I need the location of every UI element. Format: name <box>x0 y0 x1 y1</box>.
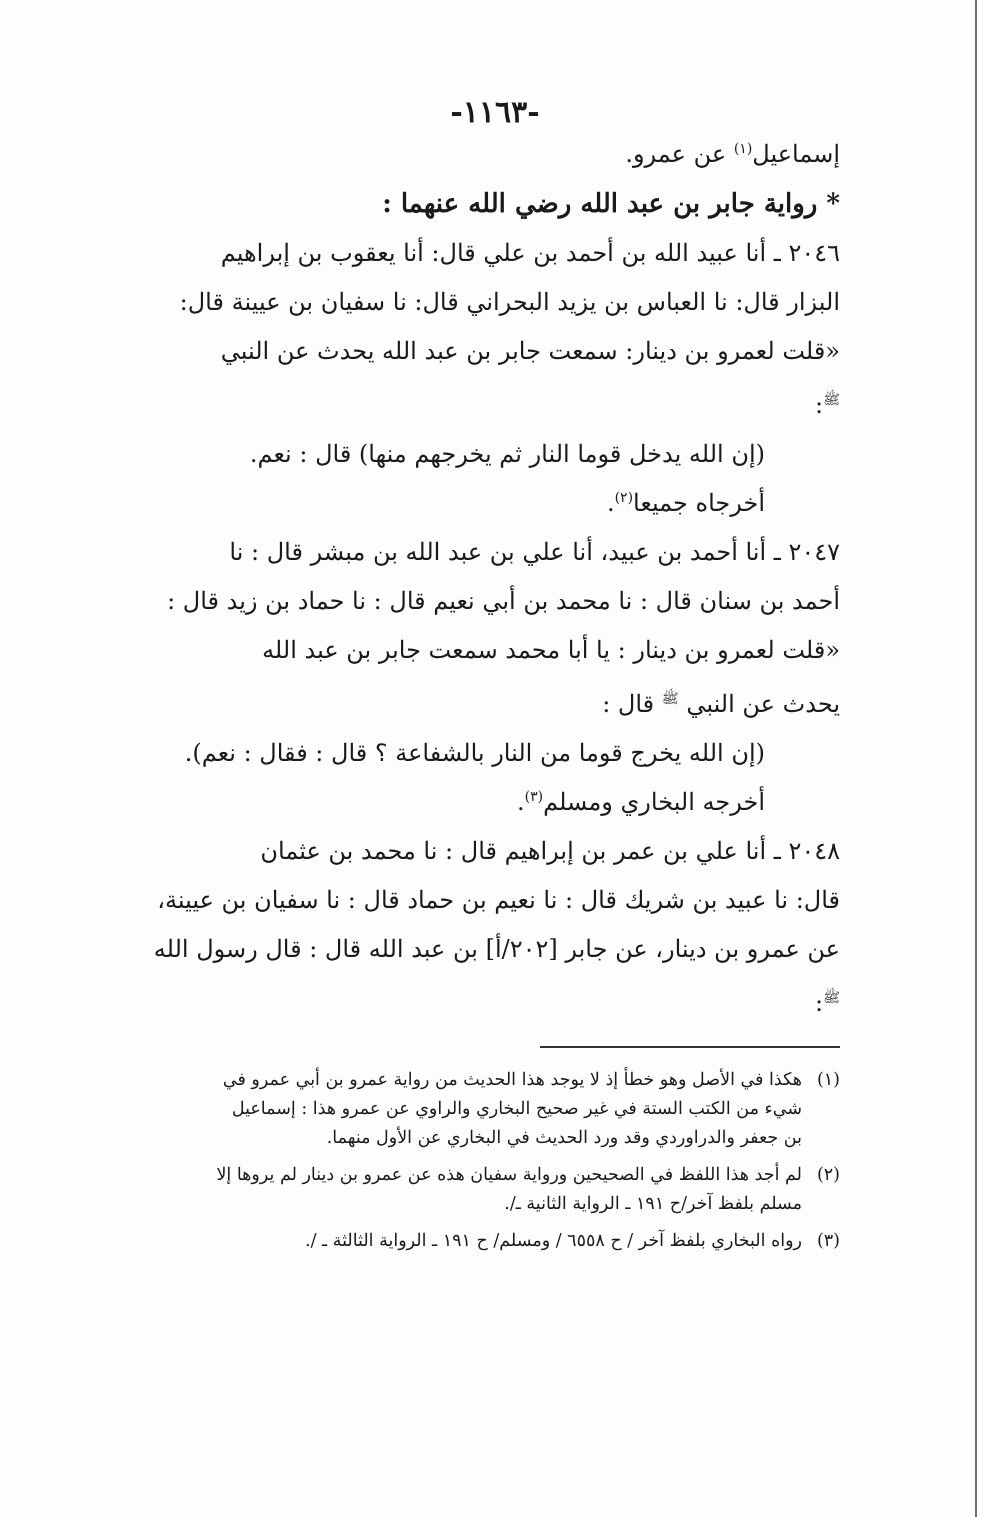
salutation-glyph: ﷺ <box>823 990 840 1006</box>
footnote-line: مسلم بلفظ آخر/ح ١٩١ ـ الرواية الثانية ـ/. <box>504 1194 802 1214</box>
salutation-glyph: ﷺ <box>823 392 840 408</box>
hadith-line: أحمد بن سنان قال : نا محمد بن أبي نعيم قال : نا حماد بن زيد قال : <box>167 587 840 615</box>
text-span: . <box>517 788 525 816</box>
text-span: إسماعيل <box>752 140 840 168</box>
text-span: أخرجاه جميعا <box>633 489 765 517</box>
text-span: عن عمرو. <box>625 140 734 168</box>
text-span: قال : <box>602 690 662 718</box>
footnote-number: (١) <box>816 1070 840 1090</box>
hadith-line <box>150 683 840 721</box>
section-heading: * رواية جابر بن عبد الله رضي الله عنهما : <box>382 189 840 219</box>
footnote-ref[interactable]: (٣) <box>524 789 544 805</box>
footnote-ref[interactable]: (١) <box>733 141 753 157</box>
page-edge-line <box>975 0 977 1517</box>
footnote-3 <box>150 1227 840 1256</box>
page-number: -١١٦٣- <box>450 95 540 130</box>
salutation-glyph: ﷺ <box>661 691 679 707</box>
hadith-line: «قلت لعمرو بن دينار : يا أبا محمد سمعت جابر بن عبد الله <box>262 636 840 664</box>
footnote-line: رواه البخاري بلفظ آخر / ح ٦٥٥٨ / ومسلم/ ح ١٩١ ـ الرواية الثالثة ـ /. <box>305 1231 802 1251</box>
footnote-separator <box>540 1046 840 1048</box>
text-line <box>150 138 840 171</box>
hadith-line: ٢٠٤٨ ـ أنا علي بن عمر بن إبراهيم قال : نا محمد بن عثمان <box>260 837 840 865</box>
hadith-line: «قلت لعمرو بن دينار: سمعت جابر بن عبد الله يحدث عن النبي <box>220 337 840 365</box>
text-span: . <box>606 489 615 517</box>
footnote-text <box>150 1066 802 1153</box>
footnote-line: شيء من الكتب الستة في غير صحيح البخاري والراوي عن عمرو هذا : إسماعيل <box>231 1099 802 1119</box>
footnote-line: هكذا في الأصل وهو خطأ إذ لا يوجد هذا الحديث من رواية عمرو بن أبي عمرو في <box>222 1070 802 1090</box>
hadith-quote-line: (إن الله يدخل قوما النار ثم يخرجهم منها) قال : نعم. <box>249 440 765 468</box>
hadith-line <box>150 384 840 422</box>
footnote-ref[interactable]: (٢) <box>614 490 634 506</box>
text-span: يحدث عن النبي <box>678 690 840 718</box>
text-span: أخرجه البخاري ومسلم <box>543 788 765 816</box>
footnote-2 <box>150 1161 840 1219</box>
footnote-text <box>150 1227 802 1256</box>
hadith-line: قال: نا عبيد بن شريك قال : نا نعيم بن حماد قال : نا سفيان بن عيينة، <box>157 886 840 914</box>
hadith-line <box>150 982 840 1020</box>
hadith-line: ٢٠٤٧ ـ أنا أحمد بن عبيد، أنا علي بن عبد الله بن مبشر قال : نا <box>229 538 840 566</box>
footnote-line: لم أجد هذا اللفظ في الصحيحين ورواية سفيان هذه عن عمرو بن دينار لم يروها إلا <box>216 1165 802 1185</box>
footnote-text <box>150 1161 802 1219</box>
takhrij-line <box>150 786 840 819</box>
footnote-1 <box>150 1066 840 1153</box>
footnote-number: (٢) <box>816 1165 840 1185</box>
text-span: : <box>814 391 824 419</box>
footnote-line: بن جعفر والدراوردي وقد ورد الحديث في البخاري عن الأول منهما. <box>326 1128 802 1148</box>
hadith-line: عن عمرو بن دينار، عن جابر [٢٠٢/أ] بن عبد الله قال : قال رسول الله <box>153 935 840 963</box>
hadith-quote-line: (إن الله يخرج قوما من النار بالشفاعة ؟ قال : فقال : نعم). <box>184 739 765 767</box>
book-page <box>150 95 840 1264</box>
text-span: : <box>814 989 824 1017</box>
hadith-line: البزار قال: نا العباس بن يزيد البحراني قال: نا سفيان بن عيينة قال: <box>179 288 840 316</box>
hadith-line: ٢٠٤٦ ـ أنا عبيد الله بن أحمد بن علي قال: أنا يعقوب بن إبراهيم <box>220 239 840 267</box>
footnote-number: (٣) <box>816 1231 840 1251</box>
takhrij-line <box>150 487 840 520</box>
